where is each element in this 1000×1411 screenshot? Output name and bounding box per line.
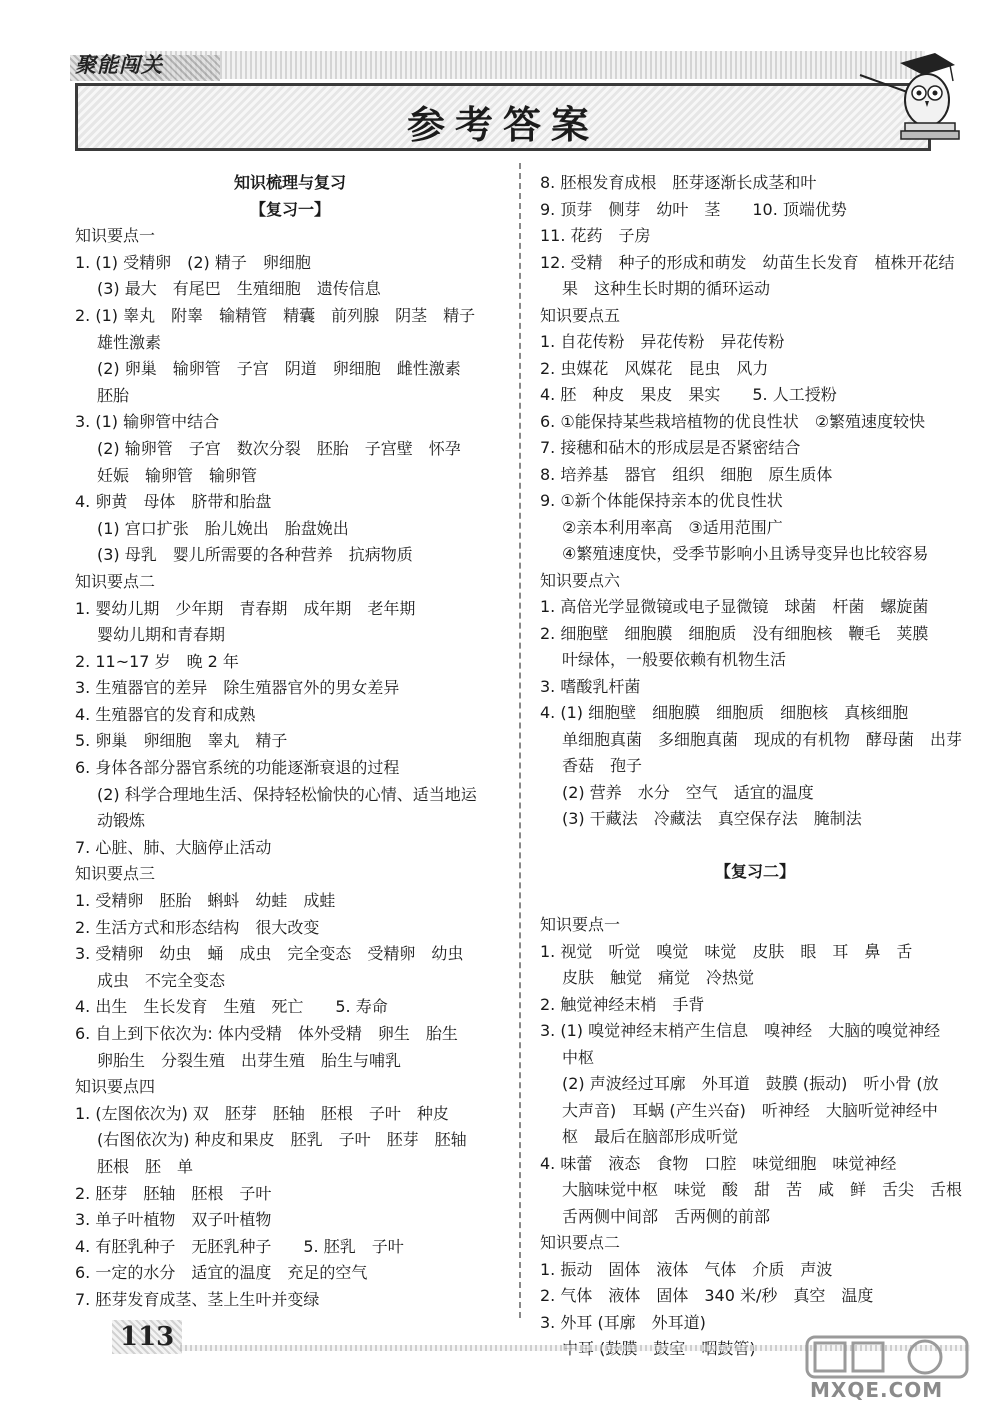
answer-line: 果 这种生长时期的循环运动 [562,279,771,298]
answer-line: 8. 胚根发育成根 胚芽逐渐长成茎和叶 [540,173,817,192]
answer-line: 8. 培养基 器官 组织 细胞 原生质体 [540,464,833,484]
answer-line: 7. 心脏、肺、大脑停止活动 [75,837,272,857]
answer-line: 知识要点三 [75,864,156,884]
answer-line: 11. 花药 子房 [540,226,651,245]
answer-line: (3) 干藏法 冷藏法 真空保存法 腌制法 [562,809,862,828]
answer-line: 6. 一定的水分 适宜的温度 充足的空气 [75,1263,368,1283]
section-heading: 【复习一】 [249,199,330,219]
answer-line: 知识要点一 [75,226,156,246]
answer-line: (2) 卵巢 输卵管 子宫 阴道 卵细胞 雌性激素 [97,359,461,379]
answer-line: 胚根 胚 单 [97,1156,194,1176]
answer-line: (3) 最大 有尾巴 生殖细胞 遗传信息 [97,279,381,299]
answer-line: 4. 胚 种皮 果皮 果实 5. 人工授粉 [540,385,837,404]
answer-line: (2) 营养 水分 空气 适宜的温度 [562,782,814,802]
answer-line: 知识要点四 [75,1077,156,1097]
answer-line: 9. ①新个体能保持亲本的优良性状 [540,491,783,510]
answer-line: (2) 声波经过耳廓 外耳道 鼓膜 (振动) 听小骨 (放 [562,1074,939,1093]
answer-line: 9. 顶芽 侧芽 幼叶 茎 10. 顶端优势 [540,199,847,219]
answer-line: 皮肤 触觉 痛觉 冷热觉 [562,968,755,987]
answer-line: 婴幼儿期和青春期 [97,625,226,645]
page-title: 参考答案 [406,102,599,147]
answer-line: 4. 有胚乳种子 无胚乳种子 5. 胚乳 子叶 [75,1236,404,1256]
answer-line: 2. 11~17 岁 晚 2 年 [75,651,239,671]
answer-line: 知识要点二 [75,571,156,591]
left-column [75,170,505,1314]
answer-line: (3) 母乳 婴儿所需要的各种营养 抗病物质 [97,545,413,565]
header-hatch-strip [145,51,925,79]
answer-line: 知识要点一 [540,915,621,934]
answer-line: 大脑味觉中枢 味觉 酸 甜 苦 咸 鲜 舌尖 舌根 [562,1180,963,1199]
answer-line: 12. 受精 种子的形成和萌发 幼苗生长发育 植株开花结 [540,252,955,272]
answer-line: 2. 气体 液体 固体 340 米/秒 真空 温度 [540,1286,874,1305]
section-heading: 【复习二】 [714,862,795,881]
answer-line: 3. 嗜酸乳杆菌 [540,676,641,696]
answer-line: 枢 最后在脑部形成听觉 [562,1127,739,1146]
blank-line [540,833,970,860]
answer-line: 大声音) 耳蜗 (产生兴奋) 听神经 大脑听觉神经中 [562,1100,938,1120]
answer-line: 雄性激素 [97,332,162,352]
answer-line: 舌两侧中间部 舌两侧的前部 [562,1206,771,1226]
answer-line: 2. 生活方式和形态结构 很大改变 [75,917,320,937]
answer-line: 胚胎 [97,385,130,405]
answer-line: 3. 受精卵 幼虫 蛹 成虫 完全变态 受精卵 幼虫 [75,944,464,964]
answer-line: ②亲本利用率高 ③适用范围广 [562,517,783,537]
section-heading: 知识梳理与复习 [233,173,346,192]
answer-line: 单细胞真菌 多细胞真菌 现成的有机物 酵母菌 出芽 [562,729,963,749]
owl-mascot-icon [855,45,965,145]
answer-line: 3. (1) 嗅觉神经末梢产生信息 嗅神经 大脑的嗅觉神经 [540,1021,941,1040]
answer-line: 3. 单子叶植物 双子叶植物 [75,1210,272,1230]
answer-line: 1. 婴幼儿期 少年期 青春期 成年期 老年期 [75,598,416,618]
answer-line: (2) 科学合理地生活、保持轻松愉快的心情、适当地运 [97,784,477,804]
answer-line: 1. 高倍光学显微镜或电子显微镜 球菌 杆菌 螺旋菌 [540,597,929,616]
answer-line: 1. 振动 固体 液体 气体 介质 声波 [540,1259,833,1279]
answer-line: 3. 生殖器官的差异 除生殖器官外的男女差异 [75,678,400,698]
answer-line: 7. 接穗和砧木的形成层是否紧密结合 [540,438,801,457]
answer-line: ④繁殖速度快，受季节影响小且诱导变异也比较容易 [562,544,929,563]
answer-line: 知识要点五 [540,305,621,325]
answer-line: 知识要点六 [540,570,621,590]
answer-line: 2. 胚芽 胚轴 胚根 子叶 [75,1183,272,1203]
answer-line: 4. 味蕾 液态 食物 口腔 味觉细胞 味觉神经 [540,1153,897,1173]
answer-line: 6. 自上到下依次为: 体内受精 体外受精 卵生 胎生 [75,1024,458,1043]
page-number: 113 [120,1322,175,1352]
title-banner [75,83,931,151]
answer-line: 3. 外耳 (耳廓 外耳道) [540,1312,706,1332]
answer-line: 成虫 不完全变态 [97,970,226,990]
answer-line: 卵胎生 分裂生殖 出芽生殖 胎生与哺乳 [97,1050,402,1070]
answer-line: 6. ①能保持某些栽培植物的优良性状 ②繁殖速度较快 [540,411,926,431]
answer-line: 1. 视觉 听觉 嗅觉 味觉 皮肤 眼 耳 鼻 舌 [540,941,913,961]
answer-line: (2) 输卵管 子宫 数次分裂 胚胎 子宫壁 怀孕 [97,438,461,458]
answer-line: 7. 胚芽发育成茎、茎上生叶并变绿 [75,1289,320,1309]
answer-line: 4. (1) 细胞壁 细胞膜 细胞质 细胞核 真核细胞 [540,703,909,722]
answer-line: 5. 卵巢 卵细胞 睾丸 精子 [75,731,288,751]
answer-line: 2. (1) 睾丸 附睾 输精管 精囊 前列腺 阴茎 精子 [75,305,476,325]
answer-line: 1. (1) 受精卵 (2) 精子 卵细胞 [75,252,311,272]
answer-line: 1. (左图依次为) 双 胚芽 胚轴 胚根 子叶 种皮 [75,1103,449,1123]
answer-line: 6. 身体各部分器官系统的功能逐渐衰退的过程 [75,758,400,778]
column-divider [519,163,521,1318]
watermark-text: MXQE.COM [810,1378,944,1402]
answer-line: 1. 自花传粉 异花传粉 异花传粉 [540,332,785,351]
answer-line: 妊娠 输卵管 输卵管 [97,465,258,485]
answer-line: 2. 虫媒花 风媒花 昆虫 风力 [540,358,769,378]
answer-line: 动锻炼 [97,811,146,831]
answer-line: 4. 卵黄 母体 脐带和胎盘 [75,492,272,512]
answer-line: 叶绿体，一般要依赖有机物生活 [562,650,787,669]
answer-line: 香菇 孢子 [562,756,643,775]
answer-line: 2. 细胞壁 细胞膜 细胞质 没有细胞核 鞭毛 荚膜 [540,623,929,643]
blank-line [540,886,970,913]
right-column [540,170,970,1363]
answer-line: 中枢 [562,1047,595,1067]
answer-line: 1. 受精卵 胚胎 蝌蚪 幼蛙 成蛙 [75,891,336,911]
answer-line: 4. 生殖器官的发育和成熟 [75,704,256,724]
answer-line: 4. 出生 生长发育 生殖 死亡 5. 寿命 [75,997,388,1017]
answer-line: 3. (1) 输卵管中结合 [75,412,220,432]
answer-line: 知识要点二 [540,1233,621,1252]
answer-line: (右图依次为) 种皮和果皮 胚乳 子叶 胚芽 胚轴 [97,1130,467,1150]
brand-logo: 聚能闯关 [75,52,163,77]
answer-line: 2. 触觉神经末梢 手背 [540,994,705,1014]
answer-line: (1) 宫口扩张 胎儿娩出 胎盘娩出 [97,518,349,538]
page-header [75,45,975,155]
